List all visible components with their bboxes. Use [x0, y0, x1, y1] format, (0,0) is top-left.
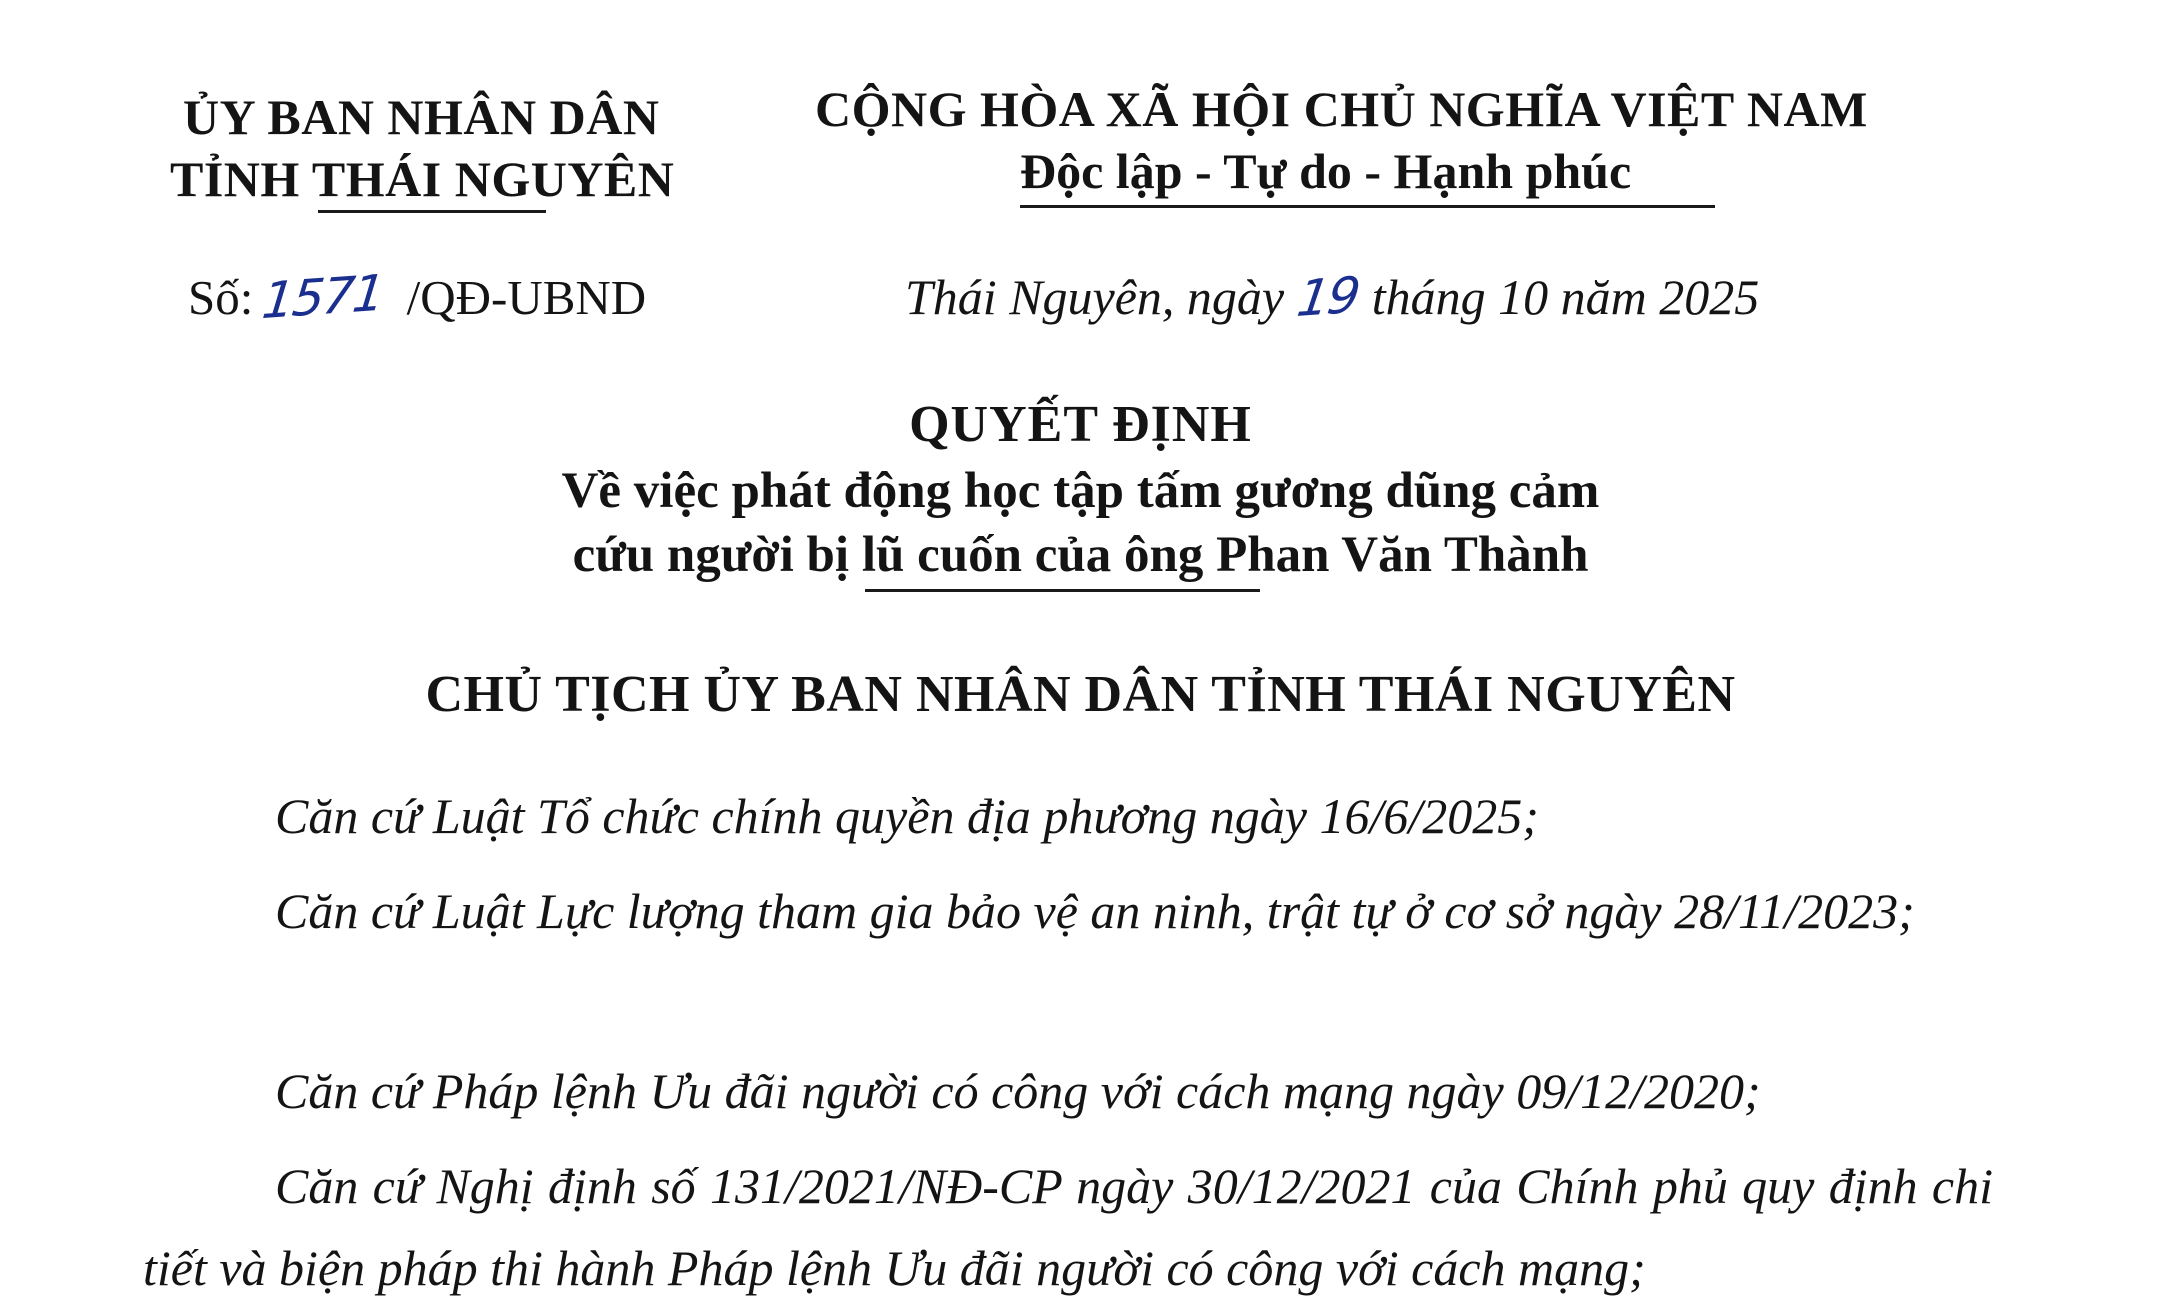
issuing-org-line2: TỈNH THÁI NGUYÊN [170, 151, 675, 207]
document-title: QUYẾT ĐỊNH [909, 396, 1252, 453]
document-subject-line2: cứu người bị lũ cuốn của ông Phan Văn Thành [572, 527, 1589, 583]
document-subject-line1: Về việc phát động học tập tấm gương dũng cảm [561, 463, 1600, 519]
legal-basis-paragraph-3: Căn cứ Pháp lệnh Ưu đãi người có công với cách mạng ngày 09/12/2020; [275, 1063, 1761, 1119]
document-number-suffix: /QĐ-UBND [406, 270, 647, 325]
place-date-line [905, 265, 1760, 329]
legal-basis-paragraph-4: Căn cứ Nghị định số 131/2021/NĐ-CP ngày 30/12/2021 của Chính phủ quy định chi tiết và biện pháp thi hành Pháp lệnh Ưu đãi người có công với cách mạng; [143, 1158, 1993, 1296]
legal-basis-paragraph-2: Căn cứ Luật Lực lượng tham gia bảo vệ an ninh, trật tự ở cơ sở ngày 28/11/2023; [275, 883, 1915, 939]
issuing-org-line1: ỦY BAN NHÂN DÂN [183, 89, 660, 145]
motto-underline [1020, 205, 1715, 208]
legal-basis-paragraph-1: Căn cứ Luật Tổ chức chính quyền địa phương ngày 16/6/2025; [275, 788, 1539, 844]
national-motto: Độc lập - Tự do - Hạnh phúc [1020, 143, 1632, 199]
document-number-handwritten: 1571 [259, 263, 387, 331]
date-prefix: Thái Nguyên, ngày [905, 269, 1285, 325]
document-number [188, 263, 647, 331]
national-title: CỘNG HÒA XÃ HỘI CHỦ NGHĨA VIỆT NAM [815, 81, 1868, 137]
title-underline [865, 589, 1260, 592]
date-day-handwritten: 19 [1293, 265, 1363, 329]
issuing-org-underline [318, 210, 546, 213]
document-number-prefix: Số: [188, 270, 254, 325]
signing-authority-heading: CHỦ TỊCH ỦY BAN NHÂN DÂN TỈNH THÁI NGUYÊN [425, 666, 1736, 723]
date-suffix: tháng 10 năm 2025 [1371, 269, 1760, 325]
